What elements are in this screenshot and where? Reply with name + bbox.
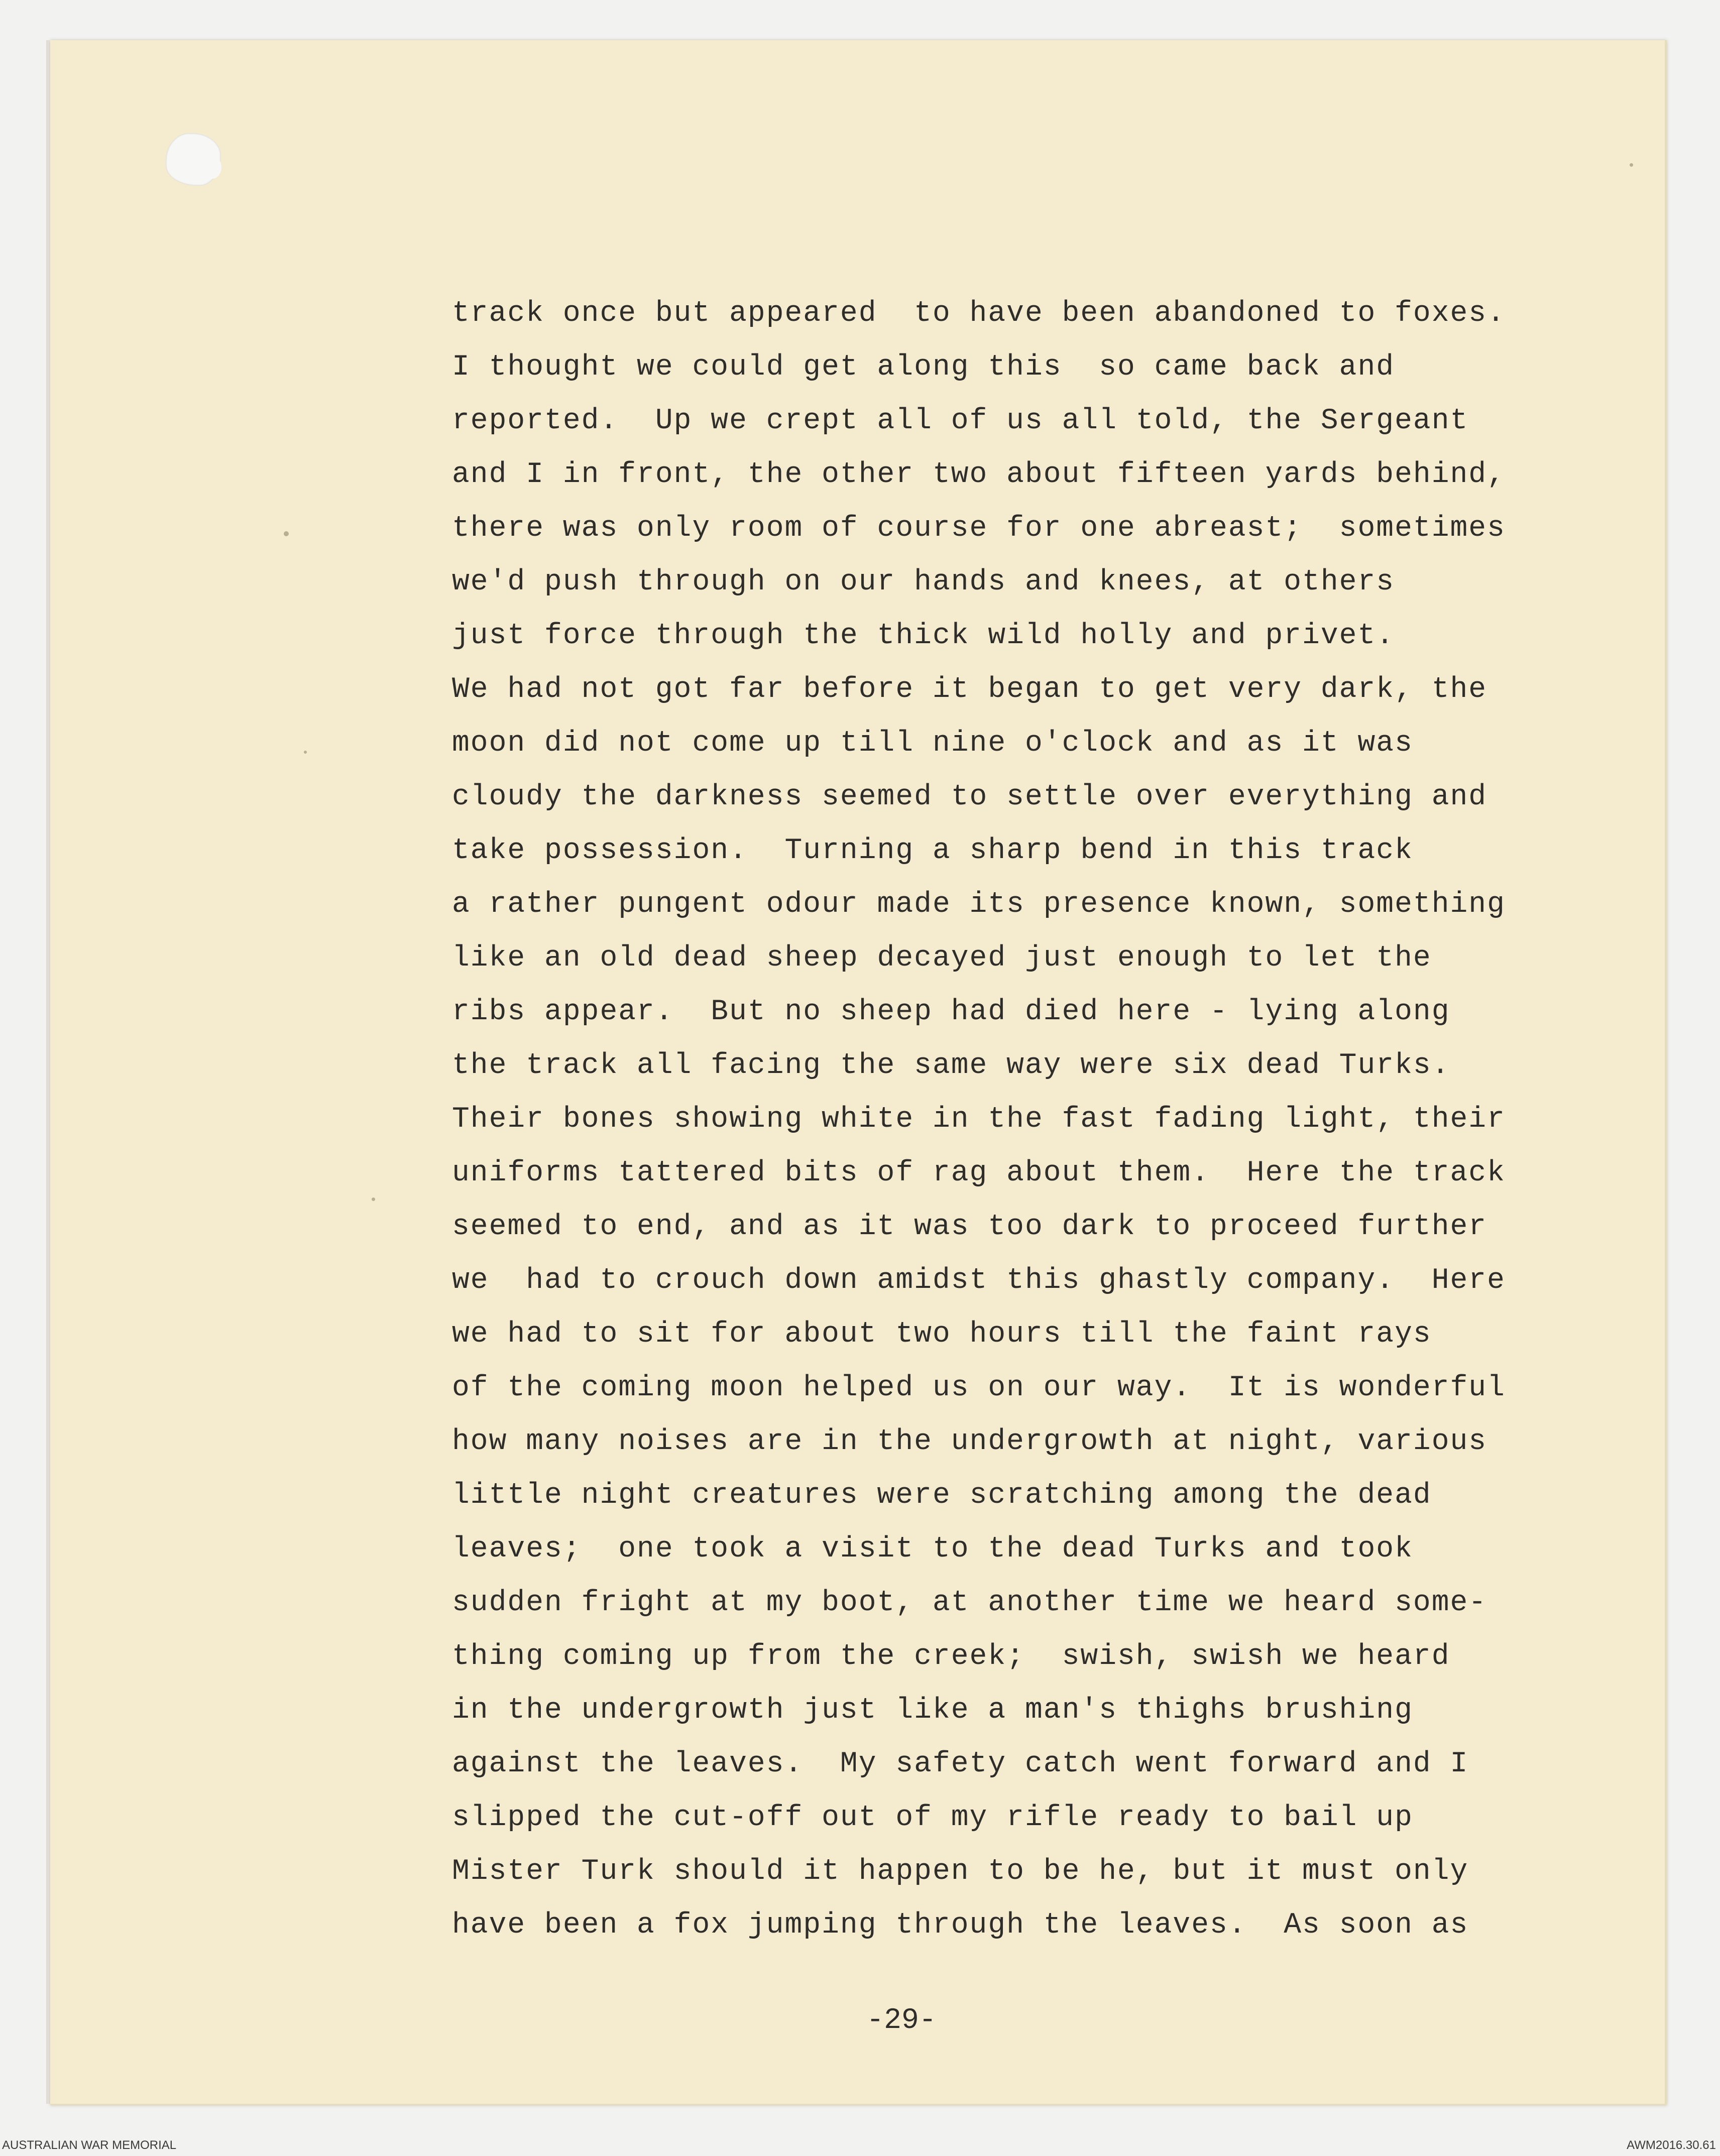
text-line: just force through the thick wild holly and privet.: [452, 620, 1395, 652]
text-line: we'd push through on our hands and knees, at others: [452, 566, 1395, 598]
text-line: cloudy the darkness seemed to settle over everything and: [452, 781, 1487, 813]
text-line: of the coming moon helped us on our way. It is wonderful: [452, 1372, 1506, 1404]
page-number: -29-: [866, 2004, 937, 2037]
text-line: there was only room of course for one abreast; sometimes: [452, 512, 1506, 545]
text-line: uniforms tattered bits of rag about them. Here the track: [452, 1157, 1506, 1189]
text-line: slipped the cut-off out of my rifle ready to bail up: [452, 1802, 1413, 1834]
text-line: We had not got far before it began to get very dark, the: [452, 673, 1487, 706]
text-line: Their bones showing white in the fast fading light, their: [452, 1103, 1506, 1136]
text-line: a rather pungent odour made its presence known, something: [452, 888, 1506, 921]
footer-archive-name: AUSTRALIAN WAR MEMORIAL: [2, 2138, 177, 2152]
text-line: we had to sit for about two hours till the faint rays: [452, 1318, 1432, 1351]
text-line: reported. Up we crept all of us all told, the Sergeant: [452, 405, 1469, 437]
text-line: take possession. Turning a sharp bend in this track: [452, 834, 1413, 867]
text-line: like an old dead sheep decayed just enough to let the: [452, 942, 1432, 975]
text-line: Mister Turk should it happen to be he, but it must only: [452, 1855, 1469, 1888]
text-line: track once but appeared to have been abandoned to foxes.: [452, 297, 1506, 330]
text-line: in the undergrowth just like a man's thighs brushing: [452, 1694, 1413, 1727]
text-line: how many noises are in the undergrowth at night, various: [452, 1425, 1487, 1458]
text-line: seemed to end, and as it was too dark to proceed further: [452, 1211, 1487, 1243]
text-line: I thought we could get along this so came back and: [452, 351, 1395, 384]
text-line: little night creatures were scratching among the dead: [452, 1479, 1432, 1512]
text-line: against the leaves. My safety catch went forward and I: [452, 1748, 1469, 1780]
text-line: moon did not come up till nine o'clock and as it was: [452, 727, 1413, 760]
text-line: the track all facing the same way were six dead Turks.: [452, 1049, 1450, 1082]
text-line: and I in front, the other two about fifteen yards behind,: [452, 458, 1506, 491]
text-line: sudden fright at my boot, at another time we heard some-: [452, 1587, 1487, 1619]
text-line: we had to crouch down amidst this ghastly company. Here: [452, 1264, 1506, 1297]
text-line: thing coming up from the creek; swish, swish we heard: [452, 1640, 1450, 1673]
text-line: leaves; one took a visit to the dead Turks and took: [452, 1533, 1413, 1566]
text-line: have been a fox jumping through the leaves. As soon as: [452, 1909, 1469, 1942]
footer-accession-number: AWM2016.30.61: [1627, 2138, 1716, 2152]
text-line: ribs appear. But no sheep had died here - lying along: [452, 996, 1450, 1028]
